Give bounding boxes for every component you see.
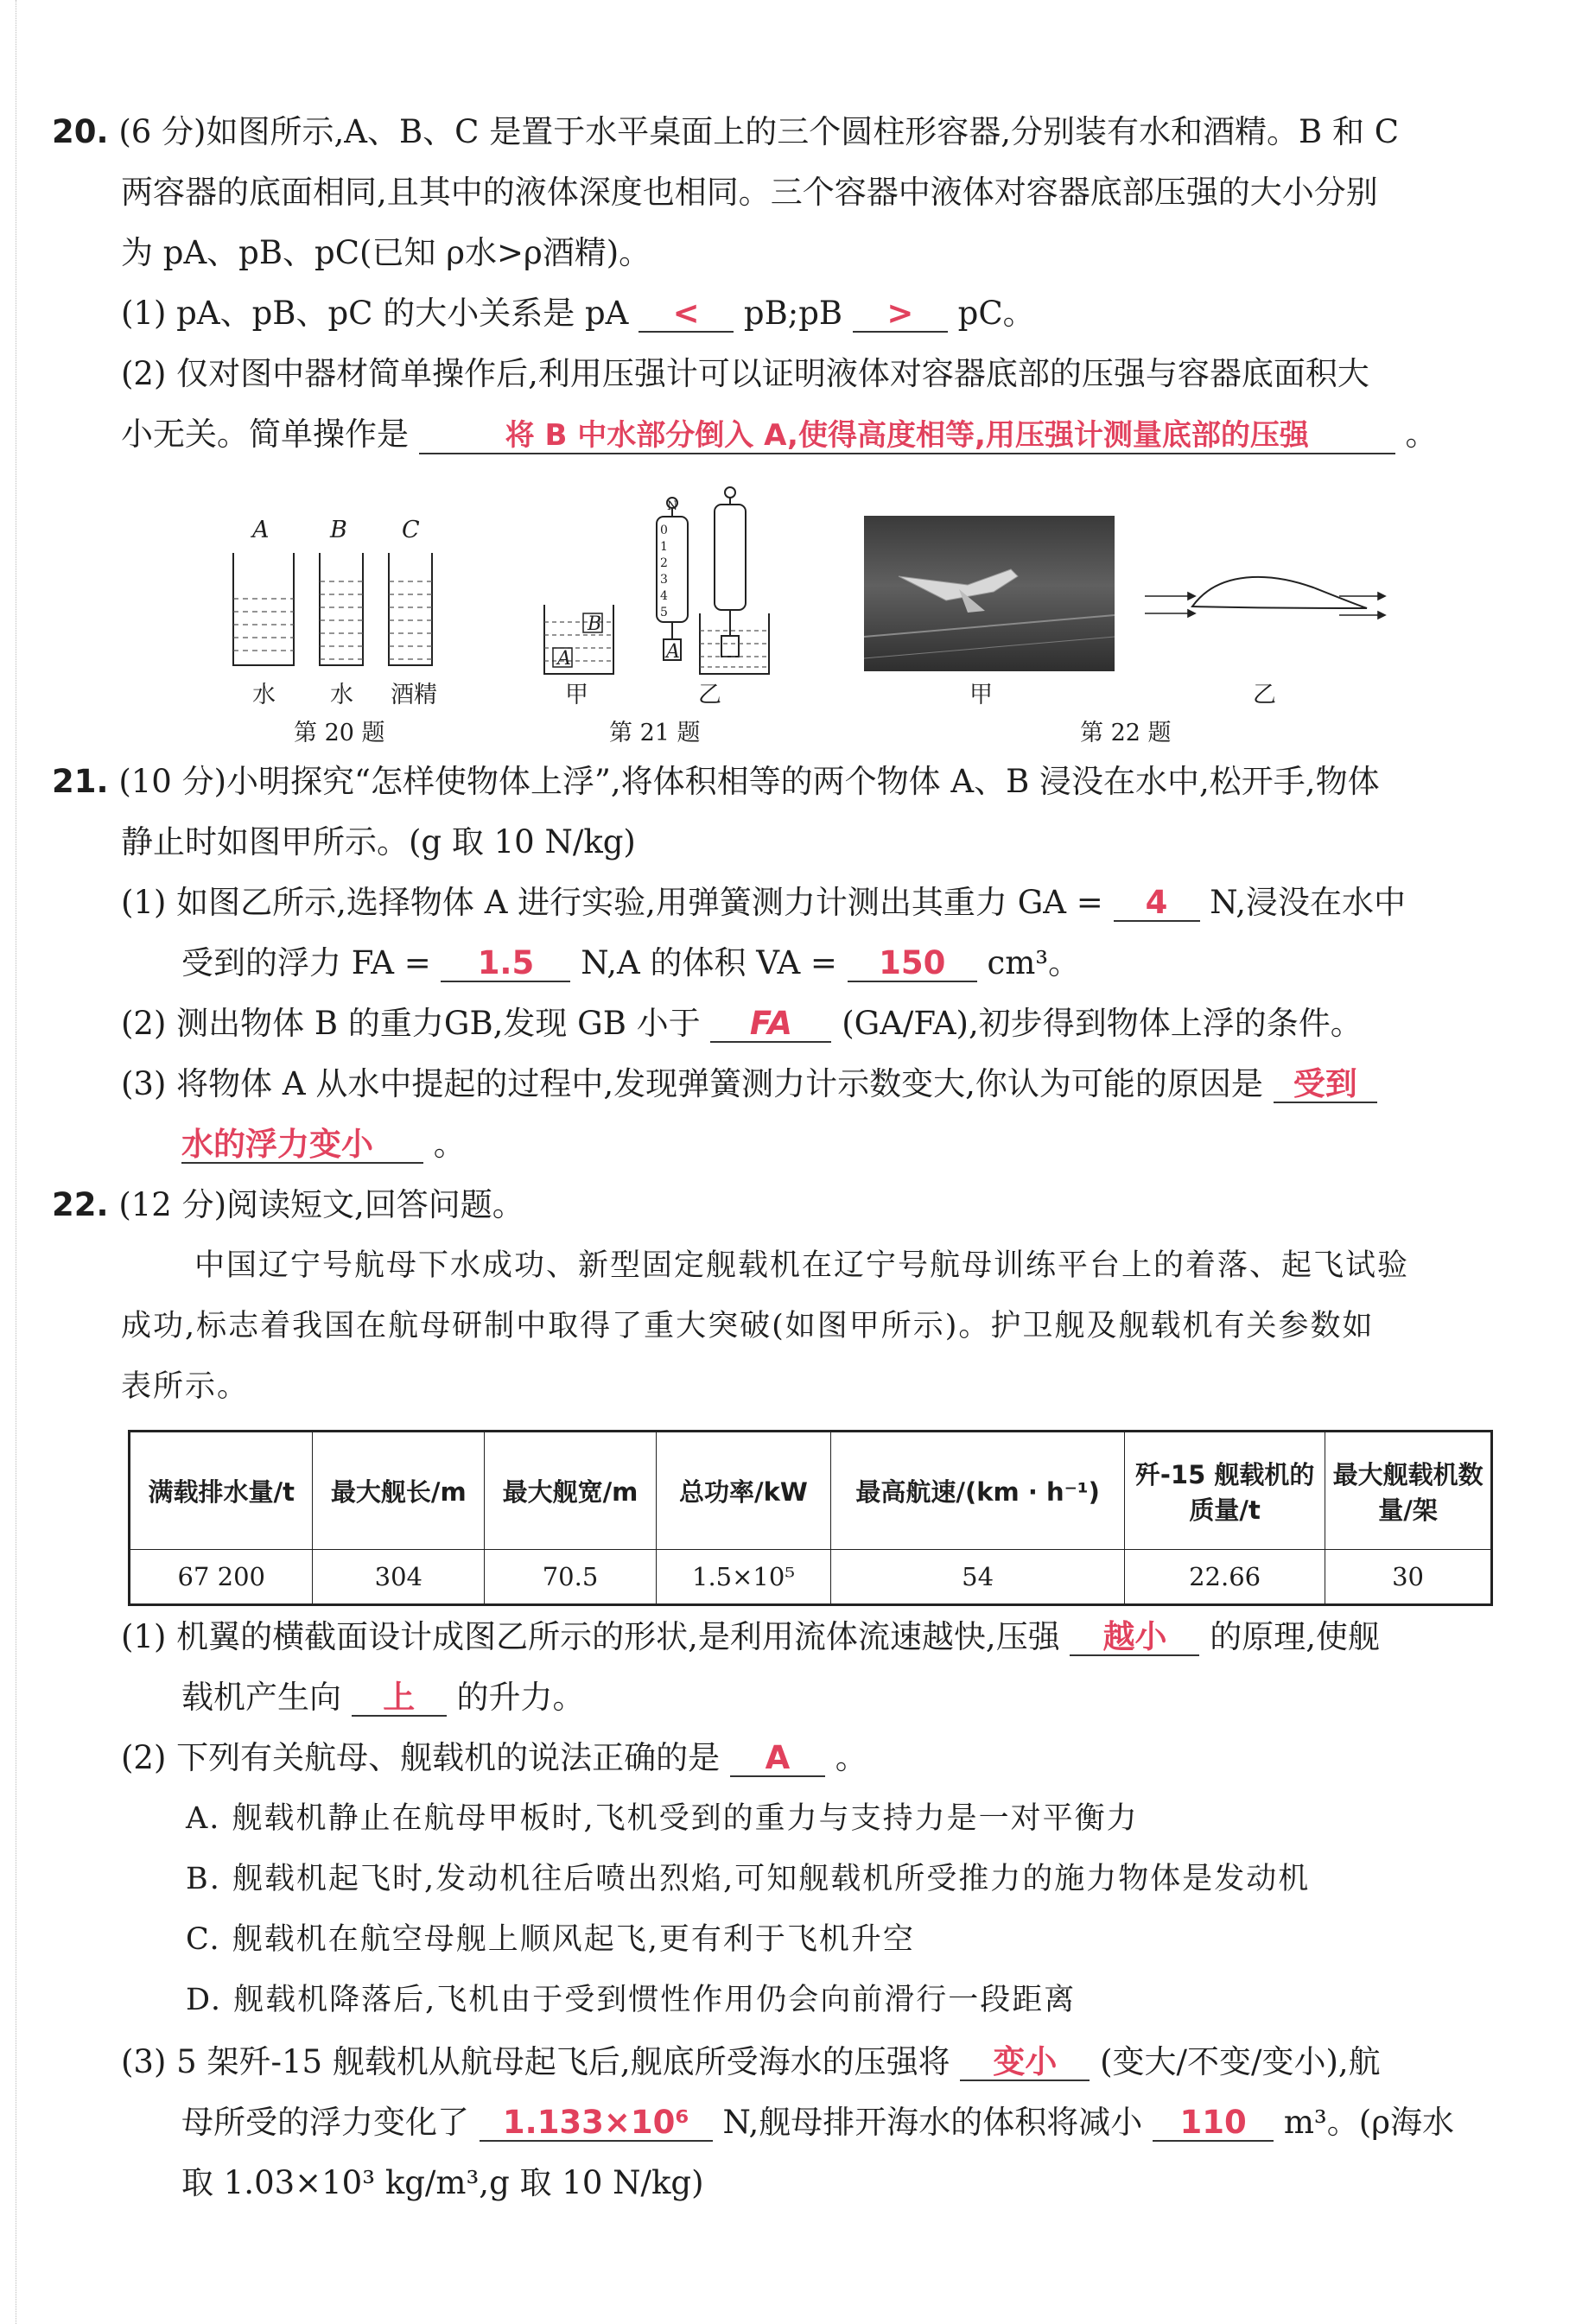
fig21-scale-n: N xyxy=(667,499,678,513)
fig21-object-a-right: A xyxy=(666,641,680,663)
q22-part2-end: 。 xyxy=(835,1739,867,1776)
table-header: 最大舰载机数量/架 xyxy=(1325,1432,1492,1550)
q20-part1 xyxy=(121,292,1035,335)
q20-part1-text: (1) pA、pB、pC 的大小关系是 pA xyxy=(121,295,629,332)
table-cell: 304 xyxy=(313,1550,485,1605)
q22-part1-line1 xyxy=(121,1616,1380,1659)
table-cell: 22.66 xyxy=(1125,1550,1325,1605)
q20-part2-end: 。 xyxy=(1405,416,1438,453)
q20-line1 xyxy=(52,111,1399,154)
q22-part3-line1 xyxy=(121,2041,1381,2084)
table-header: 最大舰宽/m xyxy=(485,1432,657,1550)
q22-part3-text-c: 母所受的浮力变化了 xyxy=(181,2104,469,2141)
table-cell: 54 xyxy=(831,1550,1125,1605)
q21-part1-text-e: cm³。 xyxy=(987,944,1081,981)
q22-part1-text-a: (1) 机翼的横截面设计成图乙所示的形状,是利用流体流速越快,压强 xyxy=(121,1618,1060,1655)
fig20-caption: 第 20 题 xyxy=(294,720,385,746)
q20-part1-mid: pB;pB xyxy=(743,295,843,332)
fig20-liquid-a: 水 xyxy=(252,682,276,708)
q20-answer-1[interactable]: < xyxy=(639,296,734,333)
fig20-liquid-b: 水 xyxy=(330,682,353,708)
fig20-label-b: B xyxy=(330,517,347,543)
q20-stem-3: 为 pA、pB、pC(已知 ρ水>ρ酒精)。 xyxy=(121,234,651,271)
q22-passage-1: 中国辽宁号航母下水成功、新型固定舰载机在辽宁号航母训练平台上的着落、起飞试验 xyxy=(194,1248,1410,1283)
q22-part1-text-d: 的升力。 xyxy=(456,1679,585,1716)
q21-part1-text-a: (1) 如图乙所示,选择物体 A 进行实验,用弹簧测力计测出其重力 GA = xyxy=(121,884,1103,921)
fig20-label-a: A xyxy=(252,517,270,543)
q20-number: 20. xyxy=(52,113,109,150)
q22-part3-line3: 取 1.03×10³ kg/m³,g 取 10 N/kg) xyxy=(181,2164,704,2201)
q21-part2-text-b: (GA/FA),初步得到物体上浮的条件。 xyxy=(842,1005,1363,1042)
q21-part1-text-c: 受到的浮力 FA = xyxy=(181,944,431,981)
q22-option-d[interactable]: D. 舰载机降落后,飞机由于受到惯性作用仍会向前滑行一段距离 xyxy=(186,1983,1077,2017)
q22-answer-6[interactable]: 110 xyxy=(1153,2105,1274,2142)
table-header: 满载排水量/t xyxy=(130,1432,313,1550)
table-header-row xyxy=(130,1432,1492,1550)
q22-part3-text-d: N,舰母排开海水的体积将减小 xyxy=(722,2104,1143,2141)
table-cell: 70.5 xyxy=(485,1550,657,1605)
fig21-object-b: B xyxy=(588,613,602,635)
q21-answer-5a[interactable]: 受到 xyxy=(1274,1067,1377,1103)
q22-answer-3[interactable]: A xyxy=(730,1741,825,1777)
fig21-caption: 第 21 题 xyxy=(609,720,701,746)
q22-passage-2: 成功,标志着我国在航母研制中取得了重大突破(如图甲所示)。护卫舰及舰载机有关参数如 xyxy=(121,1309,1375,1343)
q21-answer-5b[interactable]: 水的浮力变小 xyxy=(181,1127,423,1164)
q22-part1-text-b: 的原理,使舰 xyxy=(1210,1618,1380,1655)
q21-part1-line1 xyxy=(121,881,1406,924)
q21-part2 xyxy=(121,1002,1363,1045)
q22-answer-5[interactable]: 1.133×10⁶ xyxy=(480,2105,713,2142)
q21-stem-1: (10 分)小明探究“怎样使物体上浮”,将体积相等的两个物体 A、B 浸没在水中,松开手,物体 xyxy=(118,763,1380,800)
q22-part3-text-a: (3) 5 架歼-15 舰载机从航母起飞后,舰底所受海水的压强将 xyxy=(121,2043,950,2080)
fig21-scale-ticks: 0 1 2 3 4 5 xyxy=(660,524,668,619)
q22-answer-4[interactable]: 变小 xyxy=(960,2045,1090,2081)
q22-part3-text-e: m³。(ρ海水 xyxy=(1283,2104,1454,2141)
q20-part1-end: pC。 xyxy=(957,295,1035,332)
q22-part1-text-c: 载机产生向 xyxy=(181,1679,341,1716)
q21-stem-2: 静止时如图甲所示。(g 取 10 N/kg) xyxy=(121,823,636,860)
q20-part2-text: 小无关。简单操作是 xyxy=(121,416,409,453)
page-margin xyxy=(16,0,22,2324)
q21-part1-text-d: N,A 的体积 VA = xyxy=(581,944,837,981)
q22-passage-3: 表所示。 xyxy=(121,1369,250,1404)
fig21-label-jia: 甲 xyxy=(565,682,588,708)
fig21-object-a-left: A xyxy=(557,648,571,670)
q20-answer-3[interactable]: 将 B 中水部分倒入 A,使得高度相等,用压强计测量底部的压强 xyxy=(419,418,1395,454)
q22-option-b[interactable]: B. 舰载机起飞时,发动机往后喷出烈焰,可知舰载机所受推力的施力物体是发动机 xyxy=(186,1862,1311,1896)
q21-line1 xyxy=(52,760,1380,803)
q20-part2-line1: (2) 仅对图中器材简单操作后,利用压强计可以证明液体对容器底部的压强与容器底面积大 xyxy=(121,355,1369,392)
q22-part2-text: (2) 下列有关航母、舰载机的说法正确的是 xyxy=(121,1739,721,1776)
q22-part2 xyxy=(121,1737,867,1780)
fig22-label-yi: 乙 xyxy=(1253,682,1276,708)
q22-number: 22. xyxy=(52,1186,109,1223)
q21-answer-3[interactable]: 150 xyxy=(848,946,977,982)
q21-part3-line2 xyxy=(181,1123,466,1166)
q21-part3-end: 。 xyxy=(433,1126,466,1163)
table-cell: 30 xyxy=(1325,1550,1492,1605)
table-header: 最大舰长/m xyxy=(313,1432,485,1550)
q20-answer-2[interactable]: > xyxy=(853,296,948,333)
fig22-airfoil-diagram xyxy=(1140,562,1391,639)
fig22-caption: 第 22 题 xyxy=(1080,720,1172,746)
q21-answer-4[interactable]: FA xyxy=(710,1006,831,1043)
q21-number: 21. xyxy=(52,763,109,800)
q21-answer-1[interactable]: 4 xyxy=(1114,886,1200,922)
q22-part3-text-b: (变大/不变/变小),航 xyxy=(1100,2043,1381,2080)
table-header: 歼-15 舰载机的质量/t xyxy=(1125,1432,1325,1550)
q21-part1-text-b: N,浸没在水中 xyxy=(1210,884,1407,921)
q20-stem-1: (6 分)如图所示,A、B、C 是置于水平桌面上的三个圆柱形容器,分别装有水和酒精。B 和 C xyxy=(118,113,1400,150)
q21-part3-line1 xyxy=(121,1063,1377,1106)
q21-part1-line2 xyxy=(181,942,1080,985)
table-cell: 67 200 xyxy=(130,1550,313,1605)
q21-part3-text: (3) 将物体 A 从水中提起的过程中,发现弹簧测力计示数变大,你认为可能的原因是 xyxy=(121,1065,1263,1102)
q22-stem: (12 分)阅读短文,回答问题。 xyxy=(118,1186,524,1223)
q22-option-c[interactable]: C. 舰载机在航空母舰上顺风起飞,更有利于飞机升空 xyxy=(186,1922,915,1957)
table-header: 最高航速/(km · h⁻¹) xyxy=(831,1432,1125,1550)
fig20-label-c: C xyxy=(402,517,420,543)
table-row xyxy=(130,1550,1492,1605)
fig22-carrier-photo xyxy=(864,516,1115,671)
q22-line1 xyxy=(52,1184,524,1227)
fig22-label-jia: 甲 xyxy=(969,682,993,708)
fig21-label-yi: 乙 xyxy=(698,682,721,708)
q21-part2-text-a: (2) 测出物体 B 的重力GB,发现 GB 小于 xyxy=(121,1005,701,1042)
jet-icon xyxy=(864,516,1115,671)
q22-option-a[interactable]: A. 舰载机静止在航母甲板时,飞机受到的重力与支持力是一对平衡力 xyxy=(186,1801,1139,1836)
q22-answer-2[interactable]: 上 xyxy=(352,1680,447,1717)
q22-part1-line2 xyxy=(181,1676,585,1719)
parameters-table xyxy=(128,1430,1493,1606)
q20-part2-line2 xyxy=(121,413,1438,456)
table-header: 总功率/kW xyxy=(656,1432,830,1550)
q20-stem-2: 两容器的底面相同,且其中的液体深度也相同。三个容器中液体对容器底部压强的大小分别 xyxy=(121,174,1378,211)
q22-answer-1[interactable]: 越小 xyxy=(1070,1620,1199,1656)
table-cell: 1.5×10⁵ xyxy=(656,1550,830,1605)
q21-answer-2[interactable]: 1.5 xyxy=(441,946,570,982)
fig20-liquid-c: 酒精 xyxy=(391,682,437,708)
q22-part3-line2 xyxy=(181,2101,1454,2144)
